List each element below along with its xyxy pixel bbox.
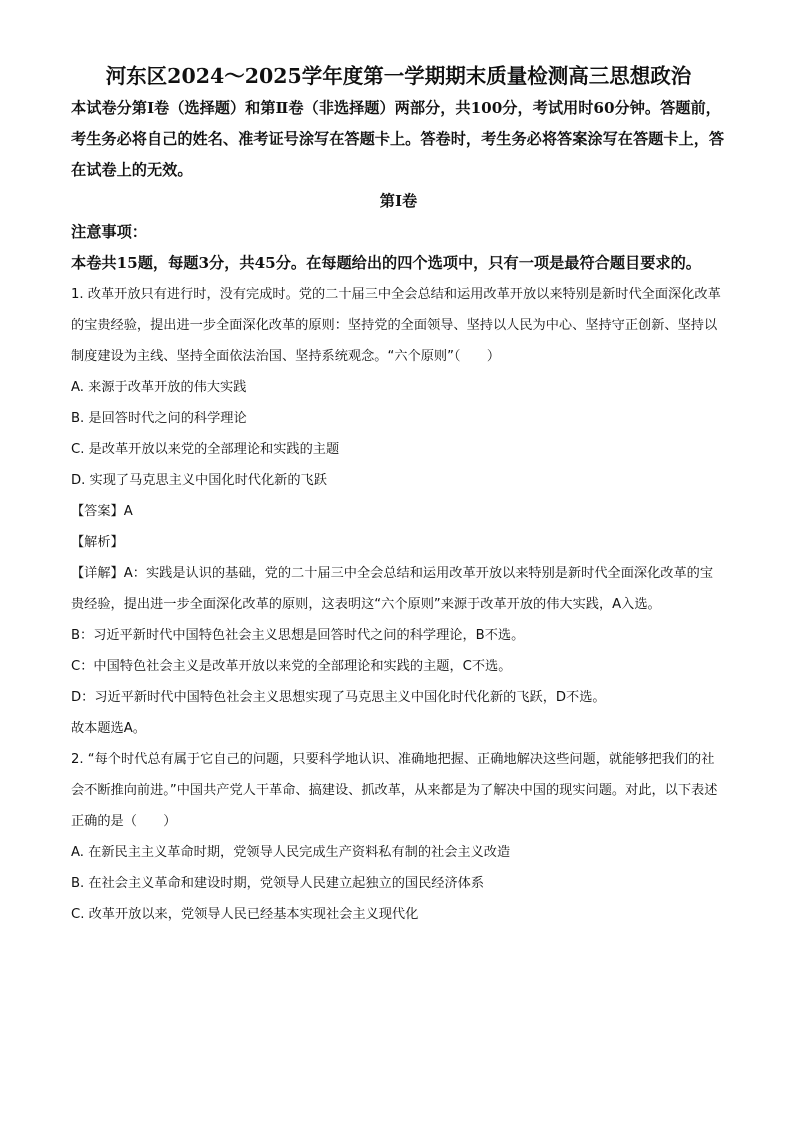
question-1-option-d: D. 实现了马克思主义中国化时代化新的飞跃 [71, 473, 327, 488]
answer-label: 【答案】 [71, 504, 124, 519]
question-1-conclusion: 故本题选A。 [71, 721, 146, 736]
question-1-explain-b: B：习近平新时代中国特色社会主义思想是回答时代之问的科学理论，B不选。 [71, 628, 525, 643]
question-2-option-c: C. 改革开放以来，党领导人民已经基本实现社会主义现代化 [71, 907, 419, 922]
question-1-explain-d: D：习近平新时代中国特色社会主义思想实现了马克思主义中国化时代化新的飞跃，D不选。 [71, 690, 606, 705]
question-2-option-a: A. 在新民主主义革命时期，党领导人民完成生产资料私有制的社会主义改造 [71, 845, 511, 860]
question-1-explain-c: C：中国特色社会主义是改革开放以来党的全部理论和实践的主题，C不选。 [71, 659, 512, 674]
question-2-stem: 2. “每个时代总有属于它自己的问题，只要科学地认识、准确地把握、正确地解决这些问题，就能够把我们的社会不断推向前进。”中国共产党人干革命、搞建设、抓改革，从来都是为了解决中国的现实问题。对此，以下表述正确的是（ ） [71, 752, 718, 829]
notice-heading: 注意事项： [71, 223, 147, 241]
question-2-option-b: B. 在社会主义革命和建设时期，党领导人民建立起独立的国民经济体系 [71, 876, 485, 891]
page-title: 河东区2024～2025学年度第一学期期末质量检测高三思想政治 [105, 64, 692, 88]
question-1-option-a: A. 来源于改革开放的伟大实践 [71, 380, 247, 395]
section-title: 第Ⅰ卷 [379, 192, 418, 210]
notice-body: 本卷共15题，每题3分，共45分。在每题给出的四个选项中，只有一项是最符合题目要求的。 [71, 254, 701, 272]
question-1-option-c: C. 是改革开放以来党的全部理论和实践的主题 [71, 442, 340, 457]
exam-instructions: 本试卷分第Ⅰ卷（选择题）和第Ⅱ卷（非选择题）两部分，共100分，考试用时60分钟。答题前，考生务必将自己的姓名、准考证号涂写在答题卡上。答卷时，考生务必将答案涂写在答题卡上，答在试卷上的无效。 [71, 99, 725, 179]
answer-value: A [123, 504, 133, 519]
question-1-answer [71, 496, 726, 527]
question-1-option-b: B. 是回答时代之问的科学理论 [71, 411, 247, 426]
question-1-detail: 【详解】A：实践是认识的基础，党的二十届三中全会总结和运用改革开放以来特别是新时代全面深化改革的宝贵经验，提出进一步全面深化改革的原则，这表明这“六个原则”来源于改革开放的伟大实践，A入选。 [71, 566, 714, 612]
question-1-stem: 1. 改革开放只有进行时，没有完成时。党的二十届三中全会总结和运用改革开放以来特别是新时代全面深化改革的宝贵经验，提出进一步全面深化改革的原则：坚持党的全面领导、坚持以人民为中心、坚持守正创新、坚持以制度建设为主线、坚持全面依法治国、坚持系统观念。“六个原则”（ ） [71, 287, 721, 364]
question-1-analysis-label: 【解析】 [71, 535, 124, 550]
exam-page [71, 62, 726, 930]
